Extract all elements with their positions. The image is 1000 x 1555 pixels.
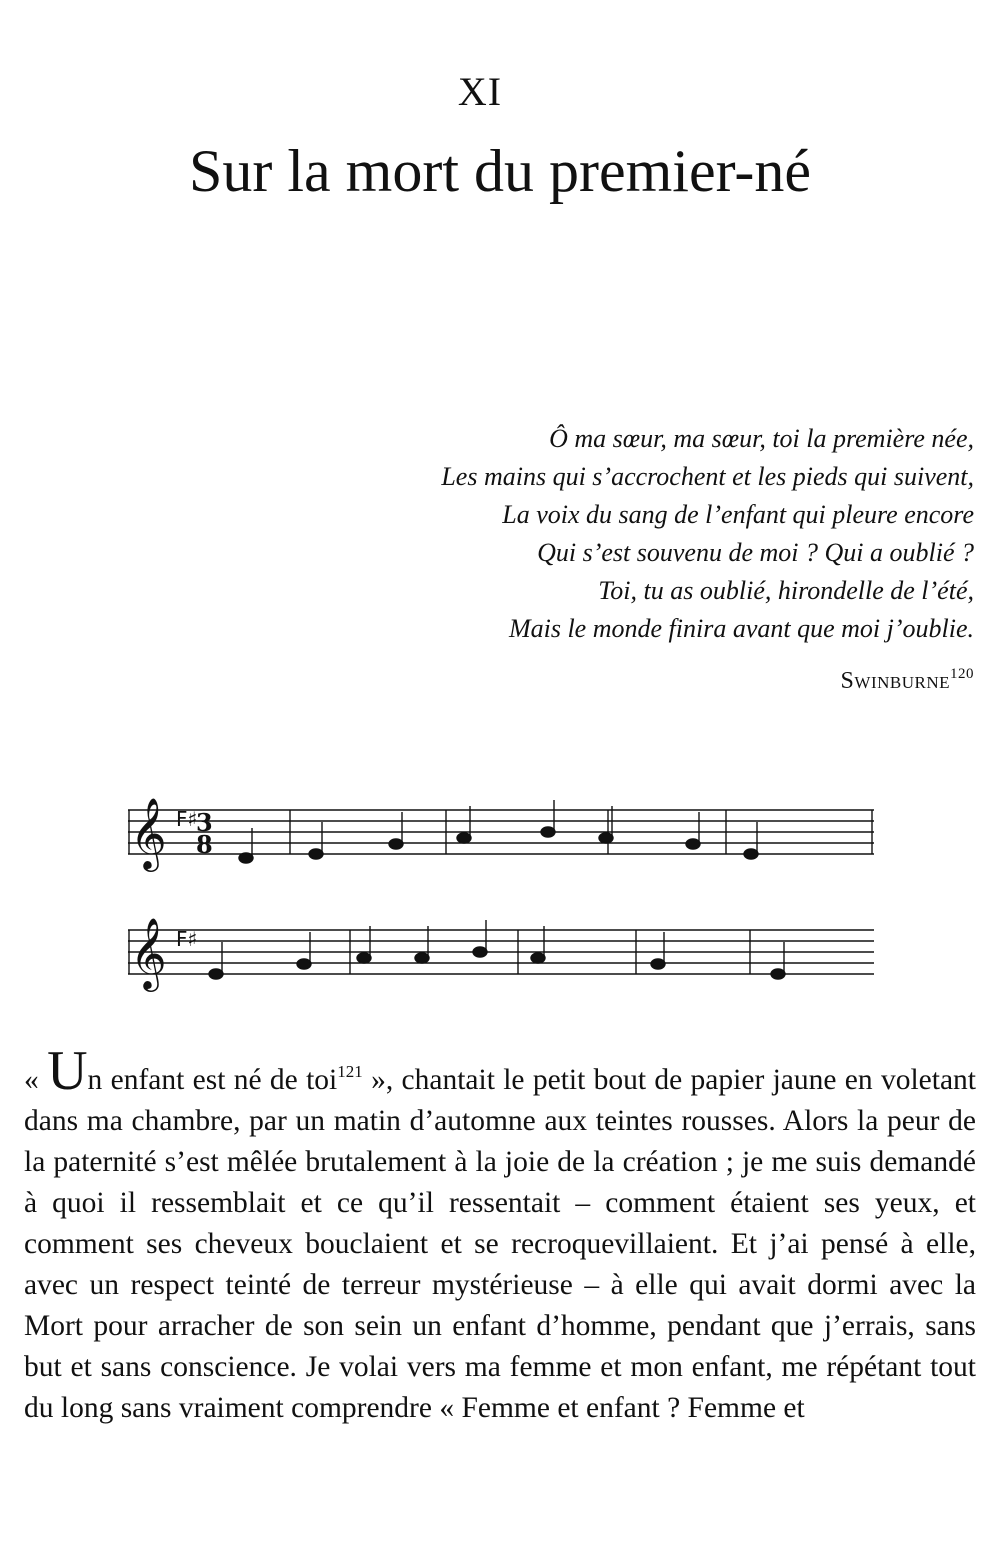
key-signature: F♯ [176,807,198,831]
epigraph-line: Les mains qui s’accrochent et les pieds qui suivent, [441,462,974,491]
time-signature-top: 3 [196,808,213,837]
music-staff-2 [128,920,874,979]
body-first-fragment: n enfant est né de toi [87,1064,338,1096]
epigraph-line: La voix du sang de l’enfant qui pleure encore [502,500,974,529]
chapter-number: XI [457,69,503,114]
treble-clef-icon: 𝄞 [130,916,167,989]
music-score [128,770,880,1010]
epigraph-line: Toi, tu as oublié, hirondelle de l’été, [598,576,974,605]
body-text [24,1040,977,1429]
open-quote: « [24,1064,48,1096]
treble-clef-icon: 𝄞 [130,796,167,869]
chapter-title: Sur la mort du premier-né [189,138,811,204]
epigraph-line: Qui s’est souvenu de moi ? Qui a oublié ? [537,538,974,567]
body-paragraph: », chantait le petit bout de papier jaune en voletant dans ma chambre, par un matin d’automne aux teintes rousses. Alors la peur de la paternité s’est mêlée brutalement à la joie de la création ; je me suis demandé à quoi il ressemblait et ce qu’il ressentait – comment étaient ses yeux, et comment ses cheveux bouclaient et se recroquevillaient. Et j’ai pensé à elle, avec un respect teinté de terreur mystérieuse – à elle qui avait dormi avec la Mort pour arracher de son sein un enfant d’homme, pendant que j’errais, sans but et sans conscience. Je volai vers ma femme et mon enfant, me répétant tout du long sans vraiment comprendre « Femme et enfant ? Femme et [24,1064,977,1424]
music-staff-1 [128,800,874,863]
epigraph-line: Ô ma sœur, ma sœur, toi la première née, [549,424,974,453]
epigraph [174,420,974,648]
time-signature-bottom: 8 [196,830,213,859]
key-signature: F♯ [176,927,198,951]
drop-cap: U [47,1040,88,1102]
epigraph-author: Swinburne [840,668,950,694]
epigraph-line: Mais le monde finira avant que moi j’oublie. [508,614,974,643]
footnote-ref: 120 [950,666,974,682]
epigraph-attribution [841,666,974,695]
footnote-ref: 121 [337,1062,363,1081]
